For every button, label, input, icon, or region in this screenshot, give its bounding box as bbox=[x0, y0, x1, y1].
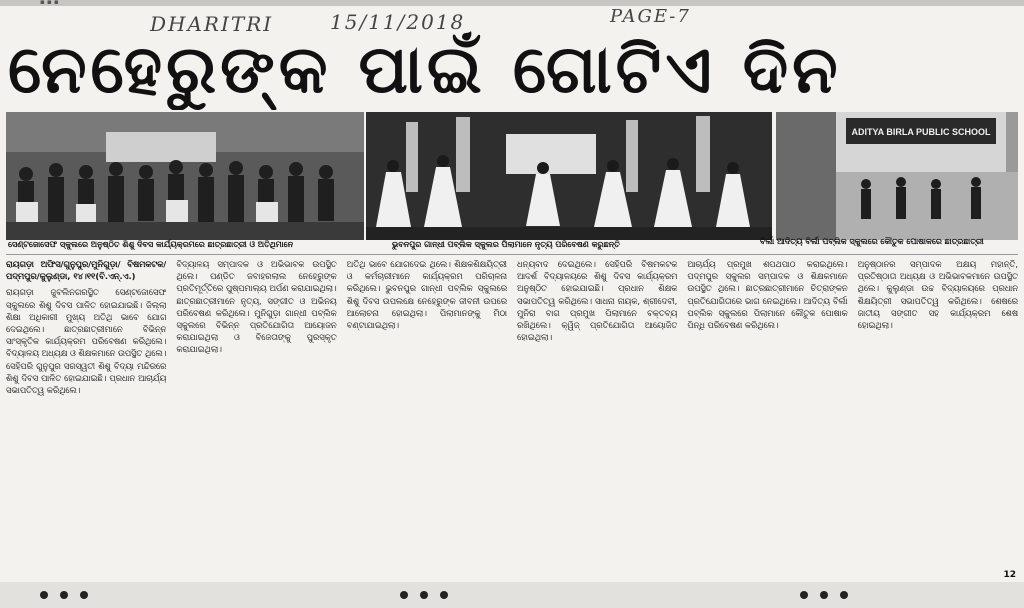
photo-dance-performance bbox=[366, 112, 772, 240]
column-text: ଅତିଥି ଭାବେ ଯୋଗଦେଇ ଥିଲେ। ଶିକ୍ଷକଶିକ୍ଷୟିତ୍ରୀ ଓ କର୍ମଚାରୀମାନେ କାର୍ଯ୍ୟକ୍ରମ ପରିଚାଳନା କରିଥିଲେ। ଭୁବନପୁର ଗାନ୍ଧୀ ପବ୍ଲିକ ସ୍କୁଲରେ ଶିଶୁ ଦିବସ ଉପଲକ୍ଷେ ନେହେରୁଙ୍କ ଜୀବନୀ ଉପରେ ଆଲୋଚନା ହୋଇଥିଲା। ପିଲାମାନଙ୍କୁ ମିଠା ବଣ୍ଟାଯାଇଥିଲା। bbox=[346, 259, 507, 331]
article-column-2 bbox=[176, 258, 336, 578]
photo-caption-2: ଭୁବନପୁର ଗାନ୍ଧୀ ପବ୍ଲିକ ସ୍କୁଲର ପିଲାମାନେ ନୃତ୍ୟ ପରିବେଷଣ କରୁଛନ୍ତି bbox=[392, 240, 620, 249]
scan-mark bbox=[80, 591, 88, 599]
handwritten-date: 15/11/2018 bbox=[330, 10, 466, 34]
article-column-3 bbox=[347, 258, 507, 578]
column-text: ଆଚାର୍ଯ୍ୟ ପ୍ରମୁଖ ଶପଥପାଠ କରାଇଥିଲେ। ପଦ୍ମପୁର ସ୍କୁଲର ସମ୍ପାଦକ ଓ ଶିକ୍ଷକମାନେ ଉପସ୍ଥିତ ଥିଲେ। ଛାତ୍ରଛାତ୍ରୀମାନେ ଚିତ୍ରାଙ୍କନ ପ୍ରତିଯୋଗିତାରେ ଭାଗ ନେଇଥିଲେ। ଆଦିତ୍ୟ ବିର୍ଲା ପବ୍ଲିକ ସ୍କୁଲରେ ପିଲାମାନେ କୌତୁକ ପୋଷାକ ପିନ୍ଧି ପରିବେଷଣ କରିଥିଲେ। bbox=[687, 259, 848, 331]
scan-mark bbox=[440, 591, 448, 599]
headline: ନେହେରୁଙ୍କ ପାଇଁ ଗୋଟିଏ ଦିନ bbox=[8, 31, 842, 108]
school-sign-text: ADITYA BIRLA PUBLIC SCHOOL bbox=[851, 127, 991, 137]
photo-group-students bbox=[6, 112, 364, 240]
scan-mark bbox=[840, 591, 848, 599]
article-column-6 bbox=[858, 258, 1018, 578]
bottom-scan-strip bbox=[0, 582, 1024, 608]
handwritten-paper-name: DHARITRI bbox=[150, 12, 274, 36]
top-strip-text: ▪ ▪ ▪ bbox=[40, 0, 59, 6]
photo-dance-performance-image bbox=[366, 112, 772, 240]
section-divider bbox=[6, 254, 1018, 255]
photo-caption-3: ବିର୍ଲା ଆଦିତ୍ୟ ବିର୍ଲା ପବ୍ଲିକ ସ୍କୁଲରେ କୌତୁକ ପୋଷାକରେ ଛାତ୍ରଛାତ୍ରୀ bbox=[760, 237, 984, 246]
photo-group-students-image bbox=[6, 112, 364, 240]
scan-mark bbox=[400, 591, 408, 599]
photo-school-event bbox=[776, 112, 1018, 240]
photo-caption-1: ସେଣ୍ଟଜୋସେଫ ସ୍କୁଲରେ ଅନୁଷ୍ଠିତ ଶିଶୁ ଦିବସ କାର୍ଯ୍ୟକ୍ରମରେ ଛାତ୍ରଛାତ୍ରୀ ଓ ଅତିଥିମାନେ bbox=[8, 240, 294, 249]
article-column-1 bbox=[6, 258, 166, 578]
dateline: ରାୟଗଡ଼ା ଅଫିସ/ଗୁନୁପୁର/ମୁନିଗୁଡ଼ା/ ବିଷମକଟକ/ପଦ୍ମପୁର/କୁଲୁଣ୍ଡା, ୧୪।୧୧(ବି.ଏନ୍.ଏ.) bbox=[6, 259, 167, 282]
article-column-4 bbox=[517, 258, 677, 578]
page-top-strip bbox=[0, 0, 1024, 6]
article-body bbox=[6, 258, 1018, 578]
scan-mark bbox=[800, 591, 808, 599]
column-text: ଧନ୍ୟବାଦ ଦେଇଥିଲେ। ସେହିପରି ବିଷମକଟକ ଆଦର୍ଶ ବିଦ୍ୟାଳୟରେ ଶିଶୁ ଦିବସ କାର୍ଯ୍ୟକ୍ରମ ଅନୁଷ୍ଠିତ ହୋଇଯାଇଛି। ପ୍ରଧାନ ଶିକ୍ଷକ ସଭାପତିତ୍ୱ କରିଥିଲେ। ସାଧନା ନାୟକ, ଶ୍ରୀଦେବୀ, ମୁନିରା ବାଗ ପ୍ରମୁଖ ପିଲାମାନେ ବକ୍ତବ୍ୟ ରଖିଥିଲେ। କ୍ୱିଜ୍ ପ୍ରତିଯୋଗିତା ଆୟୋଜିତ ହୋଇଥିଲା। bbox=[516, 259, 678, 343]
scan-mark bbox=[420, 591, 428, 599]
article-column-5 bbox=[687, 258, 847, 578]
page-number: 12 bbox=[1003, 570, 1016, 580]
scan-mark bbox=[40, 591, 48, 599]
column-text: ରାୟଗଡ଼ା ଜୁବଲିନଗରସ୍ଥିତ ସେଣ୍ଟଜୋସେଫ ସ୍କୁଲରେ ଶିଶୁ ଦିବସ ପାଳିତ ହୋଇଯାଇଛି। ଜିଲ୍ଲା ଶିକ୍ଷା ଅଧିକାରୀ ମୁଖ୍ୟ ଅତିଥି ଭାବେ ଯୋଗ ଦେଇଥିଲେ। ଛାତ୍ରଛାତ୍ରୀମାନେ ବିଭିନ୍ନ ସାଂସ୍କୃତିକ କାର୍ଯ୍ୟକ୍ରମ ପରିବେଷଣ କରିଥିଲେ। ବିଦ୍ୟାଳୟ ଅଧ୍ୟକ୍ଷ ଓ ଶିକ୍ଷକମାନେ ଉପସ୍ଥିତ ଥିଲେ। ସେହିପରି ଗୁନୁପୁର ସରସ୍ୱତୀ ଶିଶୁ ବିଦ୍ୟା ମନ୍ଦିରରେ ଶିଶୁ ଦିବସ ପାଳିତ ହୋଇଯାଇଛି। ପ୍ରଧାନ ଆଚାର୍ଯ୍ୟ ସଭାପତିତ୍ୱ କରିଥିଲେ। bbox=[6, 287, 167, 396]
column-text: ଅନୁଷ୍ଠାନର ସମ୍ପାଦକ ଅକ୍ଷୟ ମହାନ୍ତି, ପ୍ରତିଷ୍ଠାତା ଅଧ୍ୟକ୍ଷ ଓ ଅଭିଭାବକମାନେ ଉପସ୍ଥିତ ଥିଲେ। କୁଲୁଣ୍ଡା ଉଚ୍ଚ ବିଦ୍ୟାଳୟରେ ପ୍ରଧାନ ଶିକ୍ଷୟିତ୍ରୀ ସଭାପତିତ୍ୱ କରିଥିଲେ। ଶେଷରେ ଜାତୀୟ ସଙ୍ଗୀତ ସହ କାର୍ଯ୍ୟକ୍ରମ ଶେଷ ହୋଇଥିଲା। bbox=[857, 259, 1018, 331]
column-text: ବିଦ୍ୟାଳୟ ସମ୍ପାଦକ ଓ ଅଭିଭାବକ ଉପସ୍ଥିତ ଥିଲେ। ପଣ୍ଡିତ ଜବାହରଲାଲ ନେହେରୁଙ୍କ ପ୍ରତିମୂର୍ତ୍ତିରେ ପୁଷ୍ପମାଲ୍ୟ ଅର୍ପଣ କରାଯାଇଥିଲା। ଛାତ୍ରଛାତ୍ରୀମାନେ ନୃତ୍ୟ, ସଙ୍ଗୀତ ଓ ଅଭିନୟ ପରିବେଷଣ କରିଥିଲେ। ମୁନିଗୁଡ଼ା ଗାନ୍ଧୀ ପବ୍ଲିକ ସ୍କୁଲରେ ବିଭିନ୍ନ ପ୍ରତିଯୋଗିତା ଆୟୋଜନ କରାଯାଇଥିଲା ଓ ବିଜେତାଙ୍କୁ ପୁରସ୍କୃତ କରାଯାଇଥିଲା। bbox=[176, 259, 337, 355]
photo-school-event-image bbox=[776, 112, 1018, 240]
scan-mark bbox=[60, 591, 68, 599]
handwritten-page: PAGE-7 bbox=[610, 6, 691, 27]
scan-mark bbox=[820, 591, 828, 599]
